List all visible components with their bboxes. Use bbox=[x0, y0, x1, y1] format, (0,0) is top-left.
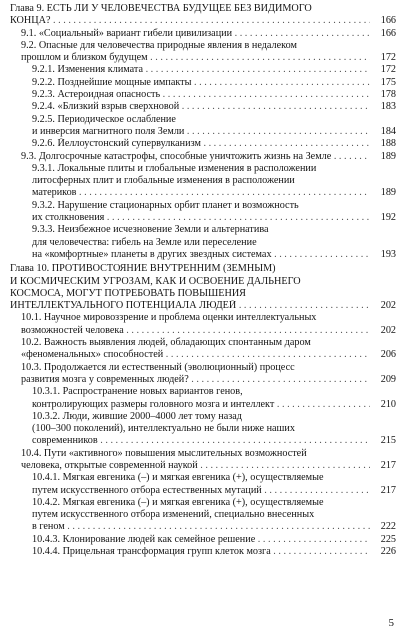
toc-entry-line: КОСМОСА, МОГУТ ПОТРЕБОВАТЬ ПОВЫШЕНИЯ bbox=[10, 287, 246, 299]
toc-page-number: 166 bbox=[380, 15, 396, 27]
toc-page-number: 193 bbox=[380, 248, 396, 260]
table-of-contents bbox=[10, 3, 396, 558]
toc-page-number: 209 bbox=[380, 373, 396, 385]
toc-entry-line: 9.2. Опасные для человечества природные явления в недалеком bbox=[21, 39, 297, 51]
toc-page-number: 166 bbox=[380, 27, 396, 39]
toc-entry-line: путем искусственного отбора изменений, специально внесенных bbox=[32, 509, 315, 521]
toc-page-number: 192 bbox=[380, 212, 396, 224]
toc-entry[interactable] bbox=[10, 362, 396, 387]
toc-entry[interactable] bbox=[10, 448, 396, 473]
toc-entry-line: «феноменальных» способностей . . . bbox=[21, 349, 370, 361]
toc-entry-line: 9.1. «Социальный» вариант гибели цивилизации . . . bbox=[21, 28, 370, 40]
toc-entry-line: 10.4.2. Мягкая евгеника (–) и мягкая евгеника (+), осуществляемые bbox=[32, 496, 324, 508]
toc-page-number: 226 bbox=[380, 546, 396, 558]
toc-entry-line: 10.3. Продолжается ли естественный (эволюционный) процесс bbox=[21, 361, 295, 373]
toc-entry-line: 9.3. Долгосрочные катастрофы, способные уничтожить жизнь на Земле . . . bbox=[21, 151, 370, 163]
toc-entry-line: 10.4.1. Мягкая евгеника (–) и мягкая евгеника (+), осуществляемые bbox=[32, 472, 324, 484]
toc-page-number: 189 bbox=[380, 187, 396, 199]
toc-chapter-9-entries bbox=[10, 28, 396, 262]
page-number: 5 bbox=[388, 616, 394, 629]
toc-page-number: 175 bbox=[380, 76, 396, 88]
toc-entry[interactable] bbox=[10, 472, 396, 497]
toc-entry[interactable] bbox=[10, 534, 396, 546]
toc-entry-line: И КОСМИЧЕСКИМ УГРОЗАМ, КАК И ОСВОЕНИЕ ДАЛЬНЕГО bbox=[10, 275, 301, 287]
toc-entry-line: и инверсия магнитного поля Земли . . . bbox=[32, 126, 370, 138]
toc-page-number: 225 bbox=[380, 533, 396, 545]
toc-entry-line: возможностей человека . . . bbox=[21, 325, 370, 337]
toc-page-number: 215 bbox=[380, 435, 396, 447]
toc-entry-line: Глава 9. ЕСТЬ ЛИ У ЧЕЛОВЕЧЕСТВА БУДУЩЕЕ БЕЗ ВИДИМОГО bbox=[10, 3, 312, 14]
toc-entry[interactable] bbox=[10, 89, 396, 101]
toc-entry-line: 9.2.5. Периодическое ослабление bbox=[32, 113, 176, 125]
toc-entry[interactable] bbox=[10, 77, 396, 89]
toc-entry[interactable] bbox=[10, 546, 396, 558]
toc-entry[interactable] bbox=[10, 386, 396, 411]
toc-entry-line: современников . . . bbox=[32, 435, 370, 447]
toc-entry-line: 10.1. Научное мировоззрение и проблема оценки интеллектуальных bbox=[21, 312, 317, 324]
toc-entry-line: 9.3.2. Нарушение стационарных орбит планет и возможность bbox=[32, 199, 299, 211]
toc-entry-line: 9.2.4. «Близкий взрыв сверхновой . . . bbox=[32, 101, 370, 113]
toc-entry-line: 9.3.1. Локальные плиты и глобальные изменения в расположении bbox=[32, 162, 317, 174]
toc-page-number: 222 bbox=[380, 521, 396, 533]
toc-page-number: 172 bbox=[380, 52, 396, 64]
toc-entry[interactable] bbox=[10, 200, 396, 225]
toc-page-number: 217 bbox=[380, 484, 396, 496]
toc-entry-line: развития мозга у современных людей? . . . bbox=[21, 374, 370, 386]
toc-entry-line: 10.4. Пути «активного» повышения мыслительных возможностей bbox=[21, 447, 307, 459]
toc-entry-line: 10.2. Важность выявления людей, обладающих спонтанным даром bbox=[21, 337, 311, 349]
toc-entry[interactable] bbox=[10, 28, 396, 40]
toc-entry-line: ИНТЕЛЛЕКТУАЛЬНОГО ПОТЕНЦИАЛА ЛЮДЕЙ . . . bbox=[10, 300, 370, 312]
toc-entry[interactable] bbox=[10, 101, 396, 113]
toc-entry-line: 9.2.2. Позднейшие мощные импакты . . . bbox=[32, 77, 370, 89]
toc-entry[interactable] bbox=[10, 224, 396, 261]
toc-chapter-10[interactable] bbox=[10, 263, 396, 312]
toc-entry[interactable] bbox=[10, 64, 396, 76]
toc-entry-line: на «комфортные» планеты в других звездных системах . . . bbox=[32, 249, 370, 261]
toc-entry-line: Глава 10. ПРОТИВОСТОЯНИЕ ВНУТРЕННИМ (ЗЕМНЫМ) bbox=[10, 263, 276, 275]
toc-page-number: 202 bbox=[380, 300, 396, 312]
toc-entry[interactable] bbox=[10, 163, 396, 200]
toc-page-number: 172 bbox=[380, 64, 396, 76]
toc-page-number: 206 bbox=[380, 349, 396, 361]
toc-entry-line: контролирующих размеры головного мозга и интеллект . . . bbox=[32, 399, 370, 411]
toc-entry-line: 10.4.3. Клонирование людей как семейное решение . . . bbox=[32, 534, 370, 546]
toc-entry[interactable] bbox=[10, 40, 396, 65]
toc-entry-line: КОНЦА? . . . bbox=[10, 15, 370, 27]
toc-entry-line: прошлом и близком будущем . . . bbox=[21, 52, 370, 64]
toc-entry-line: (100–300 поколений), интеллектуально не были ниже наших bbox=[32, 423, 295, 435]
toc-entry-line: 10.3.2. Люди, жившие 2000–4000 лет тому назад bbox=[32, 410, 242, 422]
toc-entry-line: материков . . . bbox=[32, 187, 370, 199]
toc-page-number: 183 bbox=[380, 101, 396, 113]
toc-page-number: 184 bbox=[380, 125, 396, 137]
toc-entry[interactable] bbox=[10, 138, 396, 150]
toc-page-number: 188 bbox=[380, 138, 396, 150]
toc-entry-line: 10.4.4. Прицельная трансформация групп клеток мозга . . . bbox=[32, 546, 370, 558]
toc-chapter-9[interactable] bbox=[10, 3, 396, 28]
toc-entry-line: 9.3.3. Неизбежное исчезновение Земли и альтернатива bbox=[32, 224, 269, 236]
toc-page-number: 178 bbox=[380, 89, 396, 101]
toc-entry[interactable] bbox=[10, 114, 396, 139]
toc-entry[interactable] bbox=[10, 312, 396, 337]
toc-entry-line: 10.3.1. Распространение новых вариантов генов, bbox=[32, 386, 243, 398]
toc-page-number: 210 bbox=[380, 398, 396, 410]
toc-chapter-10-entries bbox=[10, 312, 396, 558]
toc-entry-line: 9.2.3. Астероидная опасность . . . bbox=[32, 89, 370, 101]
toc-entry-line: человека, открытые современной наукой . . . bbox=[21, 460, 370, 472]
toc-page-number: 217 bbox=[380, 459, 396, 471]
toc-entry-line: для человечества: гибель на Земле или переселение bbox=[32, 236, 257, 248]
toc-page-number: 202 bbox=[380, 324, 396, 336]
toc-entry[interactable] bbox=[10, 497, 396, 534]
toc-entry-line: 9.2.1. Изменения климата . . . bbox=[32, 64, 370, 76]
toc-entry-line: литосферных плит и глобальные изменения в расположении bbox=[32, 175, 295, 187]
toc-page-number: 189 bbox=[380, 150, 396, 162]
toc-entry-line: их столкновения . . . bbox=[32, 212, 370, 224]
toc-entry[interactable] bbox=[10, 337, 396, 362]
toc-entry[interactable] bbox=[10, 411, 396, 448]
toc-entry-line: путем искусственного отбора естественных мутаций . . . bbox=[32, 485, 370, 497]
toc-entry-line: в геном . . . bbox=[32, 521, 370, 533]
toc-entry[interactable] bbox=[10, 151, 396, 163]
toc-entry-line: 9.2.6. Йеллоустонский супервулканизм . . . bbox=[32, 138, 370, 150]
